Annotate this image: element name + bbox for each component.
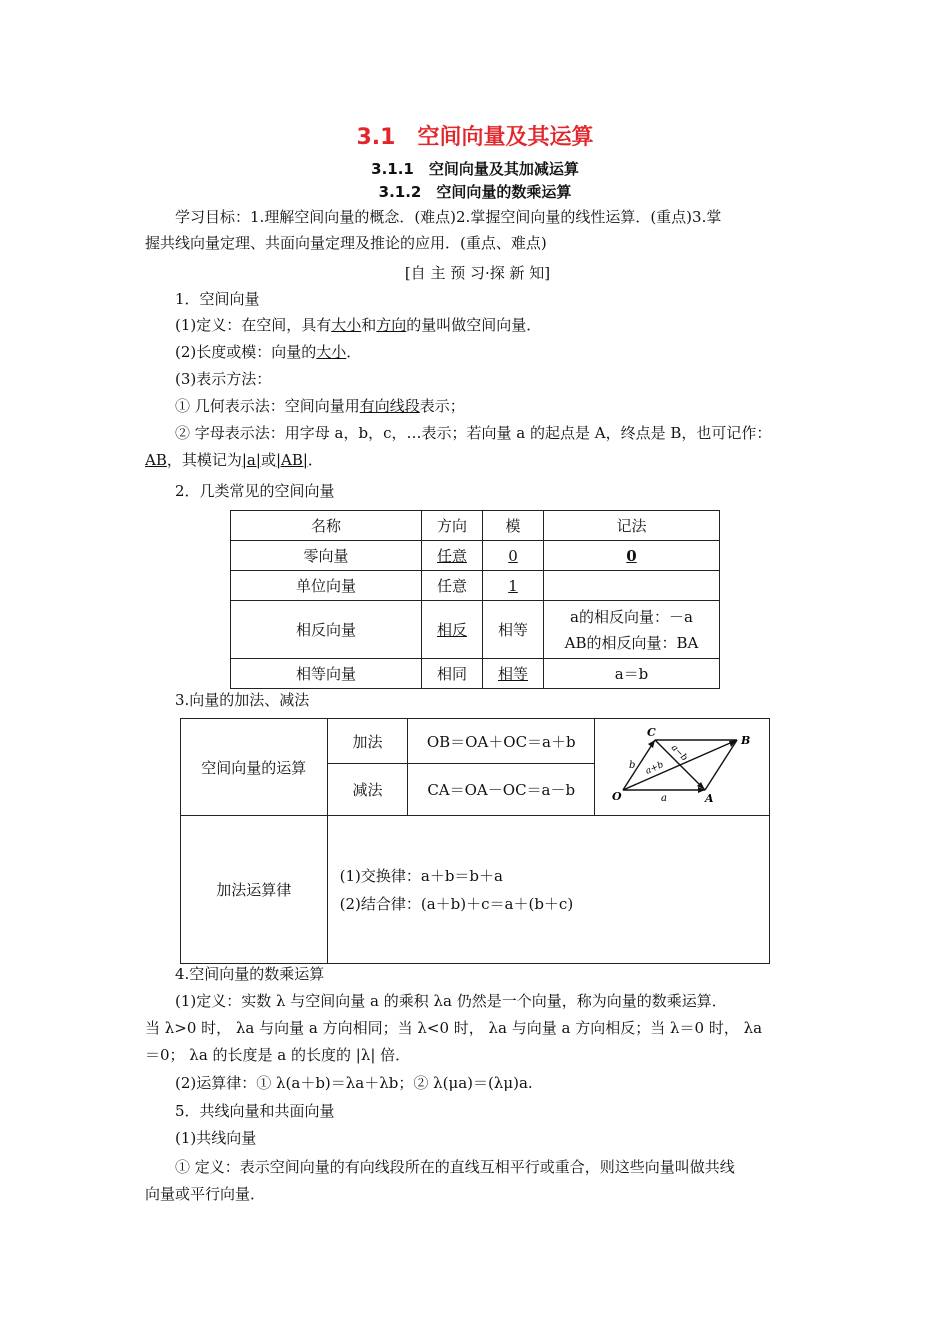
page-title: 3.1 空间向量及其运算 (356, 125, 594, 150)
s4-line-1: (1)定义：实数 λ 与空间向量 a 的乘积 λa 仍然是一个向量，称为向量的数乘运算． (175, 992, 727, 1010)
s4-line-3: ＝0； λa 的长度是 a 的长度的 |λ| 倍． (145, 1046, 411, 1064)
s1-letter: ② 字母表示法：用字母 a，b，c，…表示；若向量 a 的起点是 A，终点是 B，也可记作： (175, 424, 772, 442)
s5-title: 5．共线向量和共面向量 (175, 1102, 335, 1120)
ops-label: 空间向量的运算 (181, 719, 328, 816)
sub-formula: CA＝OA－OC＝a－b (408, 764, 595, 816)
law-content: (1)交换律：a＋b＝b＋a (2)结合律：(a＋b)＋c＝a＋(b＋c) (327, 816, 769, 964)
s1-letter-cont: AB，其模记为|a|或|AB|． (145, 451, 323, 469)
s1-definition: (1)定义：在空间，具有大小和方向的量叫做空间向量． (175, 316, 542, 334)
subtitle-3-1-1: 3.1.1 空间向量及其加减运算 (371, 160, 579, 178)
subtitle-3-1-2: 3.1.2 空间向量的数乘运算 (378, 183, 572, 201)
label-O: O (612, 790, 622, 803)
th-magnitude: 模 (483, 511, 544, 541)
sub-label: 减法 (327, 764, 408, 816)
goals-line-2: 握共线向量定理、共面向量定理及推论的应用．(重点、难点) (145, 234, 547, 252)
table-row: 零向量 任意 0 0 (231, 541, 720, 571)
s5-sub: (1)共线向量 (175, 1129, 257, 1147)
s2-title: 2．几类常见的空间向量 (175, 482, 335, 500)
s1-representation: (3)表示方法： (175, 370, 272, 388)
label-B: B (741, 734, 751, 747)
s1-geometric: ① 几何表示法：空间向量用有向线段表示； (175, 397, 465, 415)
add-formula: OB＝OA＋OC＝a＋b (408, 719, 595, 764)
law-label: 加法运算律 (181, 816, 328, 964)
vector-types-table (230, 510, 720, 689)
label-A: A (705, 792, 714, 805)
label-C: C (647, 726, 656, 739)
label-a: a (661, 793, 667, 804)
section-heading: [自 主 预 习·探 新 知] (404, 264, 551, 282)
s4-line-4: (2)运算律：① λ(a＋b)＝λa＋λb；② λ(μa)＝(λμ)a. (175, 1074, 533, 1092)
parallelogram-diagram (595, 719, 770, 816)
th-name: 名称 (231, 511, 422, 541)
goals-line-1: 学习目标：1.理解空间向量的概念．(难点)2.掌握空间向量的线性运算．(重点)3.掌 (175, 208, 722, 226)
s1-length: (2)长度或模：向量的大小． (175, 343, 362, 361)
s5-def-line-1: ① 定义：表示空间向量的有向线段所在的直线互相平行或重合，则这些向量叫做共线 (175, 1158, 735, 1176)
add-label: 加法 (327, 719, 408, 764)
s3-title: 3.向量的加法、减法 (175, 691, 310, 709)
label-b: b (629, 760, 636, 771)
s4-line-2: 当 λ>0 时， λa 与向量 a 方向相同；当 λ<0 时， λa 与向量 a 方向相反；当 λ＝0 时， λa (145, 1019, 763, 1037)
label-a-minus-b: a−b (668, 743, 690, 764)
th-direction: 方向 (422, 511, 483, 541)
table-row: 相反向量 相反 相等 a的相反向量：－a AB的相反向量：BA (231, 601, 720, 659)
vector-ops-table (180, 718, 770, 964)
parallelogram-figure (595, 722, 769, 812)
label-a-plus-b: a+b (644, 760, 666, 777)
s1-title: 1．空间向量 (175, 290, 260, 308)
table-row: 单位向量 任意 1 (231, 571, 720, 601)
s5-def-line-2: 向量或平行向量． (145, 1185, 266, 1203)
table-row: 相等向量 相同 相等 a＝b (231, 659, 720, 689)
th-notation: 记法 (544, 511, 720, 541)
s4-title: 4.空间向量的数乘运算 (175, 965, 325, 983)
